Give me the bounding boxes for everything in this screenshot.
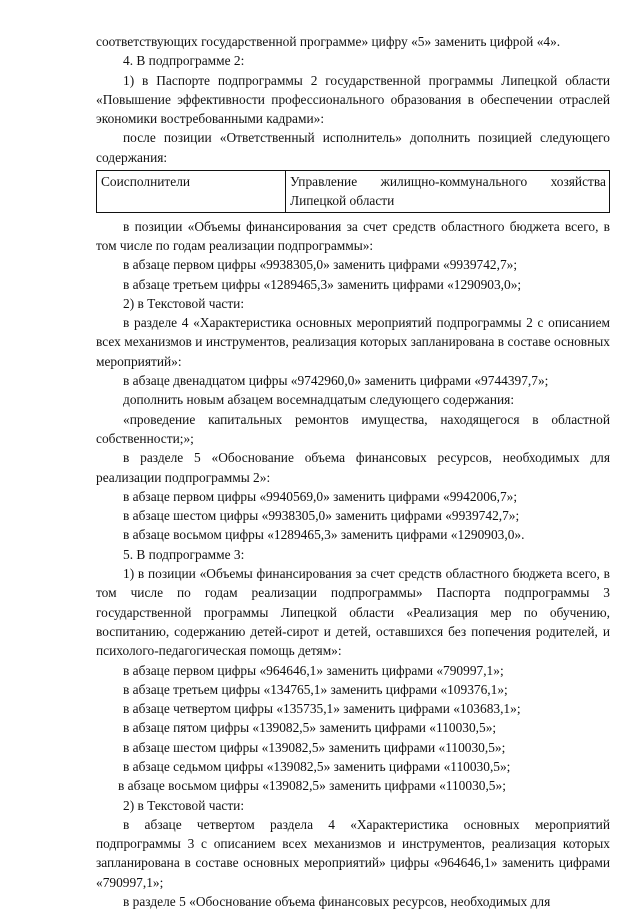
co-executors-table — [96, 170, 610, 213]
paragraph: в абзаце седьмом цифры «139082,5» заменить цифрами «110030,5»; — [123, 758, 511, 774]
paragraph: в позиции «Объемы финансирования за счет средств областного бюджета всего, в том числе по годам реализации подпрограммы»: — [96, 218, 610, 253]
paragraph: соответствующих государственной программе» цифру «5» заменить цифрой «4». — [96, 34, 561, 49]
paragraph: 1) в Паспорте подпрограммы 2 государственной программы Липецкой области «Повышение эффективности профессионального образования в обеспечении отраслей экономики востребованными кадрами»: — [96, 72, 610, 127]
paragraph: в абзаце третьем цифры «134765,1» заменить цифрами «109376,1»; — [123, 681, 508, 697]
table-cell-value: Управление жилищно-коммунального хозяйства Липецкой области — [286, 171, 610, 213]
paragraph: в абзаце шестом цифры «9938305,0» заменить цифрами «9939742,7»; — [123, 508, 520, 524]
paragraph: в разделе 4 «Характеристика основных мероприятий подпрограммы 2 с описанием всех механизмов и инструментов, реализация которых запланирована в составе основных мероприятий»: — [96, 315, 610, 369]
paragraph: в абзаце первом цифры «964646,1» заменить цифрами «790997,1»; — [123, 662, 504, 678]
paragraph: 2) в Текстовой части: — [123, 295, 245, 311]
table-cell-label: Соисполнители — [97, 171, 286, 213]
paragraph: после позиции «Ответственный исполнитель» дополнить позицией следующего содержания: — [96, 130, 610, 165]
paragraph: в разделе 5 «Обоснование объема финансовых ресурсов, необходимых для реализации подпрограммы 2»: — [96, 450, 610, 485]
paragraph: в абзаце восьмом цифры «139082,5» заменить цифрами «110030,5»; — [118, 778, 506, 794]
paragraph: в абзаце четвертом цифры «135735,1» заменить цифрами «103683,1»; — [123, 701, 521, 717]
paragraph: в абзаце двенадцатом цифры «9742960,0» заменить цифрами «9744397,7»; — [123, 373, 549, 389]
paragraph: в абзаце третьем цифры «1289465,3» заменить цифрами «1290903,0»; — [123, 276, 522, 292]
paragraph: в абзаце пятом цифры «139082,5» заменить цифрами «110030,5»; — [123, 720, 497, 736]
paragraph: в абзаце четвертом раздела 4 «Характеристика основных мероприятий подпрограммы 3 с описанием всех механизмов и инструментов, реализация которых запланирована в составе основных мероприятий» цифры «964646,1» заменить цифрами «790997,1»; — [96, 816, 610, 890]
section-heading: 5. В подпрограмме 3: — [123, 546, 245, 562]
paragraph: в абзаце первом цифры «9938305,0» заменить цифрами «9939742,7»; — [123, 257, 518, 273]
paragraph: дополнить новым абзацем восемнадцатым следующего содержания: — [123, 392, 515, 408]
paragraph: в разделе 5 «Обоснование объема финансовых ресурсов, необходимых для — [123, 894, 551, 910]
section-heading: 4. В подпрограмме 2: — [123, 53, 245, 69]
paragraph: «проведение капитальных ремонтов имущества, находящегося в областной собственности;»; — [96, 411, 610, 446]
paragraph: 2) в Текстовой части: — [123, 797, 245, 813]
table-row — [97, 171, 610, 213]
paragraph: 1) в позиции «Объемы финансирования за счет средств областного бюджета всего, в том числе по годам реализации подпрограммы» Паспорта подпрограммы 3 государственной программы Липецкой области «Реализация мер по обучению, воспитанию, содержанию детей-сирот и детей, оставшихся без попечения родителей, и психолого-педагогическая помощь детям»: — [96, 566, 610, 659]
paragraph: в абзаце первом цифры «9940569,0» заменить цифрами «9942006,7»; — [123, 488, 518, 504]
paragraph: в абзаце восьмом цифры «1289465,3» заменить цифрами «1290903,0». — [123, 527, 525, 543]
paragraph: в абзаце шестом цифры «139082,5» заменить цифрами «110030,5»; — [123, 739, 506, 755]
